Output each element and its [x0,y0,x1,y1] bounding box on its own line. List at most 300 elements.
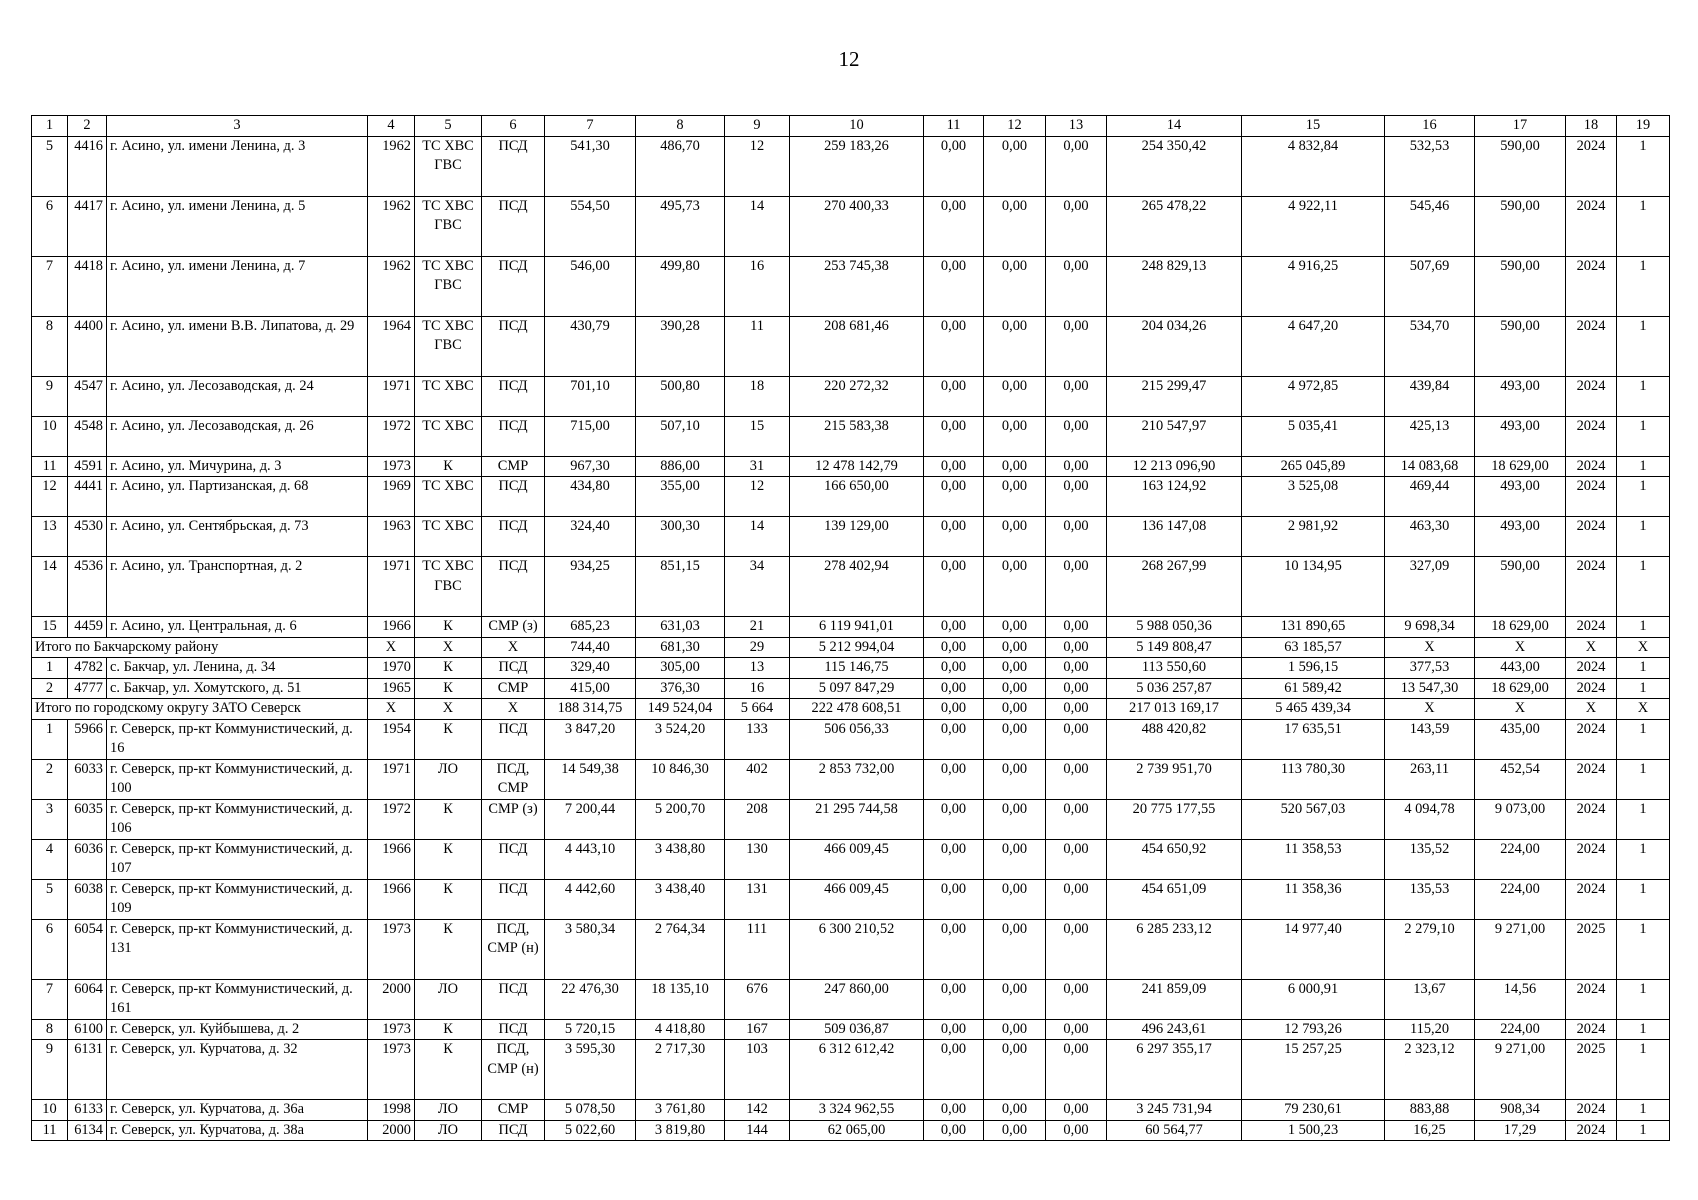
table-row [32,678,1670,699]
unit-cost-limit: 443,00 [1475,658,1566,679]
work-type: ПСД [482,376,545,416]
total-cost: 2 853 732,00 [790,759,924,799]
count: 1 [1617,517,1670,557]
object-id: 6064 [68,979,107,1019]
cost-regional: 0,00 [984,517,1046,557]
living-area: 300,30 [636,517,725,557]
cost-local: 0,00 [1046,919,1107,979]
total-cost: 270 400,33 [790,196,924,256]
residents: 12 [725,477,790,517]
cost-regional: 0,00 [984,678,1046,699]
address: г. Асино, ул. Транспортная, д. 2 [107,557,368,617]
table-body [32,136,1670,1141]
column-number: 8 [636,116,725,137]
living-area: 390,28 [636,316,725,376]
unit-cost: 377,53 [1385,658,1475,679]
object-id: 4417 [68,196,107,256]
cost-local: 0,00 [1046,456,1107,477]
unit-cost-limit: 590,00 [1475,136,1566,196]
subtotal-row [32,699,1670,720]
object-id: 4782 [68,658,107,679]
cost-owners: 136 147,08 [1107,517,1242,557]
plan-year: 2025 [1566,1040,1617,1100]
count: 1 [1617,759,1670,799]
address: г. Северск, пр-кт Коммунистический, д. 109 [107,879,368,919]
subtotal-cost-local: 0,00 [1046,637,1107,658]
object-id: 4441 [68,477,107,517]
cost-other: 1 500,23 [1242,1120,1385,1141]
build-year: 1964 [368,316,415,376]
cost-federal: 0,00 [924,557,984,617]
table-row [32,658,1670,679]
cost-federal: 0,00 [924,919,984,979]
subtotal-cost-owners: 5 149 808,47 [1107,637,1242,658]
residents: 34 [725,557,790,617]
build-year: 1971 [368,376,415,416]
address: г. Асино, ул. Лесозаводская, д. 26 [107,416,368,456]
cost-federal: 0,00 [924,136,984,196]
cost-local: 0,00 [1046,678,1107,699]
count: 1 [1617,456,1670,477]
object-id: 6033 [68,759,107,799]
living-area: 3 761,80 [636,1100,725,1121]
cost-local: 0,00 [1046,517,1107,557]
cost-local: 0,00 [1046,477,1107,517]
cost-owners: 5 036 257,87 [1107,678,1242,699]
living-area: 486,70 [636,136,725,196]
total-area: 554,50 [545,196,636,256]
object-id: 4591 [68,456,107,477]
address: г. Северск, ул. Курчатова, д. 36а [107,1100,368,1121]
cost-regional: 0,00 [984,1040,1046,1100]
cost-owners: 5 988 050,36 [1107,617,1242,638]
living-area: 5 200,70 [636,799,725,839]
residents: 12 [725,136,790,196]
table-row [32,196,1670,256]
count: 1 [1617,196,1670,256]
plan-year: 2024 [1566,1120,1617,1141]
count: 1 [1617,1120,1670,1141]
total-area: 430,79 [545,316,636,376]
count: 1 [1617,1040,1670,1100]
work-type: ПСД [482,416,545,456]
total-cost: 215 583,38 [790,416,924,456]
total-cost: 166 650,00 [790,477,924,517]
cost-other: 4 647,20 [1242,316,1385,376]
cost-federal: 0,00 [924,1100,984,1121]
cost-federal: 0,00 [924,456,984,477]
table-row [32,477,1670,517]
cost-owners: 265 478,22 [1107,196,1242,256]
total-area: 3 580,34 [545,919,636,979]
cost-owners: 204 034,26 [1107,316,1242,376]
unit-cost-limit: 18 629,00 [1475,678,1566,699]
build-year: 1969 [368,477,415,517]
work-type: СМР (з) [482,617,545,638]
subtotal-plan-year: X [1566,637,1617,658]
row-index: 9 [32,376,68,416]
subtotal-total-area: 744,40 [545,637,636,658]
address: г. Асино, ул. Партизанская, д. 68 [107,477,368,517]
plan-year: 2024 [1566,658,1617,679]
object-id: 4536 [68,557,107,617]
cost-federal: 0,00 [924,1040,984,1100]
systems: ТС ХВС ГВС [415,557,482,617]
plan-year: 2024 [1566,979,1617,1019]
plan-year: 2024 [1566,1100,1617,1121]
total-cost: 115 146,75 [790,658,924,679]
cost-federal: 0,00 [924,658,984,679]
total-area: 967,30 [545,456,636,477]
unit-cost-limit: 493,00 [1475,376,1566,416]
work-type: ПСД [482,557,545,617]
total-cost: 3 324 962,55 [790,1100,924,1121]
build-year: 1965 [368,678,415,699]
cost-federal: 0,00 [924,799,984,839]
cost-federal: 0,00 [924,979,984,1019]
cost-owners: 20 775 177,55 [1107,799,1242,839]
subtotal-label: Итого по Бакчарскому району [32,637,368,658]
total-area: 701,10 [545,376,636,416]
total-cost: 220 272,32 [790,376,924,416]
column-number: 9 [725,116,790,137]
unit-cost-limit: 9 073,00 [1475,799,1566,839]
work-type: ПСД [482,1120,545,1141]
unit-cost-limit: 224,00 [1475,879,1566,919]
cost-federal: 0,00 [924,477,984,517]
object-id: 4418 [68,256,107,316]
cost-owners: 254 350,42 [1107,136,1242,196]
living-area: 2 764,34 [636,919,725,979]
row-index: 13 [32,517,68,557]
residents: 133 [725,719,790,759]
plan-year: 2024 [1566,759,1617,799]
cost-local: 0,00 [1046,617,1107,638]
unit-cost: 16,25 [1385,1120,1475,1141]
cost-owners: 2 739 951,70 [1107,759,1242,799]
subtotal-cost-federal: 0,00 [924,699,984,720]
cost-federal: 0,00 [924,839,984,879]
cost-other: 11 358,36 [1242,879,1385,919]
unit-cost: 469,44 [1385,477,1475,517]
total-cost: 5 097 847,29 [790,678,924,699]
build-year: 1970 [368,658,415,679]
systems: К [415,456,482,477]
systems: ТС ХВС ГВС [415,136,482,196]
subtotal-unit-cost: X [1385,637,1475,658]
table-row [32,1040,1670,1100]
cost-owners: 6 297 355,17 [1107,1040,1242,1100]
plan-year: 2024 [1566,477,1617,517]
build-year: 1962 [368,196,415,256]
cost-regional: 0,00 [984,919,1046,979]
living-area: 305,00 [636,658,725,679]
column-number: 18 [1566,116,1617,137]
plan-year: 2024 [1566,1019,1617,1040]
total-area: 22 476,30 [545,979,636,1019]
total-area: 14 549,38 [545,759,636,799]
total-cost: 139 129,00 [790,517,924,557]
work-type: СМР [482,1100,545,1121]
unit-cost: 135,53 [1385,879,1475,919]
cost-local: 0,00 [1046,316,1107,376]
residents: 103 [725,1040,790,1100]
subtotal-build-year: X [368,637,415,658]
residents: 21 [725,617,790,638]
column-number: 19 [1617,116,1670,137]
cost-regional: 0,00 [984,1100,1046,1121]
cost-regional: 0,00 [984,879,1046,919]
living-area: 3 819,80 [636,1120,725,1141]
row-index: 9 [32,1040,68,1100]
cost-other: 10 134,95 [1242,557,1385,617]
unit-cost: 9 698,34 [1385,617,1475,638]
object-id: 6054 [68,919,107,979]
cost-regional: 0,00 [984,799,1046,839]
work-type: СМР (з) [482,799,545,839]
column-number: 4 [368,116,415,137]
column-number: 14 [1107,116,1242,137]
subtotal-build-year: X [368,699,415,720]
residents: 16 [725,678,790,699]
object-id: 4400 [68,316,107,376]
object-id: 4547 [68,376,107,416]
total-cost: 21 295 744,58 [790,799,924,839]
systems: К [415,658,482,679]
cost-other: 1 596,15 [1242,658,1385,679]
living-area: 2 717,30 [636,1040,725,1100]
address: г. Северск, пр-кт Коммунистический, д. 100 [107,759,368,799]
unit-cost: 13 547,30 [1385,678,1475,699]
total-area: 434,80 [545,477,636,517]
address: г. Северск, пр-кт Коммунистический, д. 131 [107,919,368,979]
cost-other: 11 358,53 [1242,839,1385,879]
address: г. Асино, ул. имени Ленина, д. 7 [107,256,368,316]
plan-year: 2024 [1566,719,1617,759]
living-area: 10 846,30 [636,759,725,799]
count: 1 [1617,376,1670,416]
living-area: 499,80 [636,256,725,316]
total-cost: 12 478 142,79 [790,456,924,477]
subtotal-cost-owners: 217 013 169,17 [1107,699,1242,720]
cost-regional: 0,00 [984,196,1046,256]
column-number: 16 [1385,116,1475,137]
plan-year: 2024 [1566,416,1617,456]
object-id: 6134 [68,1120,107,1141]
unit-cost: 532,53 [1385,136,1475,196]
total-cost: 62 065,00 [790,1120,924,1141]
cost-other: 5 035,41 [1242,416,1385,456]
count: 1 [1617,477,1670,517]
living-area: 631,03 [636,617,725,638]
cost-federal: 0,00 [924,517,984,557]
work-type: ПСД [482,719,545,759]
cost-local: 0,00 [1046,1100,1107,1121]
total-area: 5 022,60 [545,1120,636,1141]
cost-other: 12 793,26 [1242,1019,1385,1040]
address: с. Бакчар, ул. Хомутского, д. 51 [107,678,368,699]
row-index: 14 [32,557,68,617]
residents: 208 [725,799,790,839]
total-cost: 6 300 210,52 [790,919,924,979]
cost-local: 0,00 [1046,719,1107,759]
cost-other: 4 972,85 [1242,376,1385,416]
unit-cost-limit: 14,56 [1475,979,1566,1019]
build-year: 1962 [368,136,415,196]
object-id: 5966 [68,719,107,759]
subtotal-unit-cost: X [1385,699,1475,720]
address: г. Северск, пр-кт Коммунистический, д. 161 [107,979,368,1019]
plan-year: 2024 [1566,196,1617,256]
cost-owners: 454 651,09 [1107,879,1242,919]
living-area: 376,30 [636,678,725,699]
object-id: 4548 [68,416,107,456]
residents: 14 [725,517,790,557]
object-id: 6131 [68,1040,107,1100]
row-index: 12 [32,477,68,517]
count: 1 [1617,658,1670,679]
total-cost: 466 009,45 [790,879,924,919]
work-type: ПСД [482,256,545,316]
unit-cost: 425,13 [1385,416,1475,456]
row-index: 7 [32,256,68,316]
address: г. Асино, ул. Центральная, д. 6 [107,617,368,638]
total-cost: 509 036,87 [790,1019,924,1040]
count: 1 [1617,1019,1670,1040]
page-number: 12 [838,47,860,71]
cost-local: 0,00 [1046,196,1107,256]
cost-regional: 0,00 [984,456,1046,477]
total-area: 415,00 [545,678,636,699]
row-index: 5 [32,879,68,919]
work-type: ПСД, СМР [482,759,545,799]
subtotal-residents: 5 664 [725,699,790,720]
address: г. Северск, пр-кт Коммунистический, д. 106 [107,799,368,839]
column-number: 1 [32,116,68,137]
count: 1 [1617,316,1670,376]
table-row [32,316,1670,376]
cost-federal: 0,00 [924,617,984,638]
unit-cost: 545,46 [1385,196,1475,256]
table-row [32,557,1670,617]
cost-federal: 0,00 [924,1120,984,1141]
count: 1 [1617,919,1670,979]
cost-local: 0,00 [1046,1019,1107,1040]
living-area: 500,80 [636,376,725,416]
cost-regional: 0,00 [984,719,1046,759]
count: 1 [1617,719,1670,759]
unit-cost: 115,20 [1385,1019,1475,1040]
unit-cost-limit: 9 271,00 [1475,1040,1566,1100]
cost-regional: 0,00 [984,477,1046,517]
unit-cost: 463,30 [1385,517,1475,557]
total-area: 7 200,44 [545,799,636,839]
object-id: 6133 [68,1100,107,1121]
cost-other: 265 045,89 [1242,456,1385,477]
total-cost: 247 860,00 [790,979,924,1019]
subtotal-count: X [1617,637,1670,658]
unit-cost-limit: 908,34 [1475,1100,1566,1121]
table-row [32,1120,1670,1141]
total-cost: 6 312 612,42 [790,1040,924,1100]
systems: К [415,617,482,638]
cost-regional: 0,00 [984,658,1046,679]
unit-cost-limit: 493,00 [1475,517,1566,557]
cost-other: 113 780,30 [1242,759,1385,799]
table-row [32,256,1670,316]
residents: 402 [725,759,790,799]
subtotal-living-area: 681,30 [636,637,725,658]
table-row [32,719,1670,759]
cost-other: 4 916,25 [1242,256,1385,316]
plan-year: 2024 [1566,376,1617,416]
cost-local: 0,00 [1046,879,1107,919]
build-year: 1973 [368,919,415,979]
unit-cost: 4 094,78 [1385,799,1475,839]
build-year: 1973 [368,1040,415,1100]
cost-owners: 60 564,77 [1107,1120,1242,1141]
unit-cost-limit: 435,00 [1475,719,1566,759]
build-year: 1973 [368,1019,415,1040]
table-row [32,879,1670,919]
total-cost: 6 119 941,01 [790,617,924,638]
total-area: 5 720,15 [545,1019,636,1040]
cost-regional: 0,00 [984,256,1046,316]
count: 1 [1617,617,1670,638]
cost-local: 0,00 [1046,658,1107,679]
count: 1 [1617,879,1670,919]
build-year: 1963 [368,517,415,557]
systems: ТС ХВС [415,376,482,416]
work-type: СМР [482,456,545,477]
address: с. Бакчар, ул. Ленина, д. 34 [107,658,368,679]
work-type: ПСД [482,136,545,196]
cost-local: 0,00 [1046,1120,1107,1141]
unit-cost: 2 323,12 [1385,1040,1475,1100]
table-row [32,456,1670,477]
address: г. Асино, ул. Мичурина, д. 3 [107,456,368,477]
cost-other: 131 890,65 [1242,617,1385,638]
column-number: 3 [107,116,368,137]
row-index: 4 [32,839,68,879]
row-index: 8 [32,1019,68,1040]
column-number: 5 [415,116,482,137]
systems: К [415,839,482,879]
unit-cost-limit: 493,00 [1475,477,1566,517]
subtotal-count: X [1617,699,1670,720]
cost-owners: 454 650,92 [1107,839,1242,879]
plan-year: 2024 [1566,879,1617,919]
cost-federal: 0,00 [924,759,984,799]
subtotal-cost-regional: 0,00 [984,637,1046,658]
build-year: 1971 [368,557,415,617]
build-year: 1973 [368,456,415,477]
cost-other: 15 257,25 [1242,1040,1385,1100]
residents: 14 [725,196,790,256]
systems: К [415,919,482,979]
plan-year: 2024 [1566,136,1617,196]
row-index: 2 [32,678,68,699]
subtotal-cost-regional: 0,00 [984,699,1046,720]
total-area: 715,00 [545,416,636,456]
count: 1 [1617,799,1670,839]
work-type: ПСД [482,839,545,879]
cost-other: 3 525,08 [1242,477,1385,517]
cost-owners: 248 829,13 [1107,256,1242,316]
table-row [32,839,1670,879]
cost-local: 0,00 [1046,416,1107,456]
cost-local: 0,00 [1046,759,1107,799]
